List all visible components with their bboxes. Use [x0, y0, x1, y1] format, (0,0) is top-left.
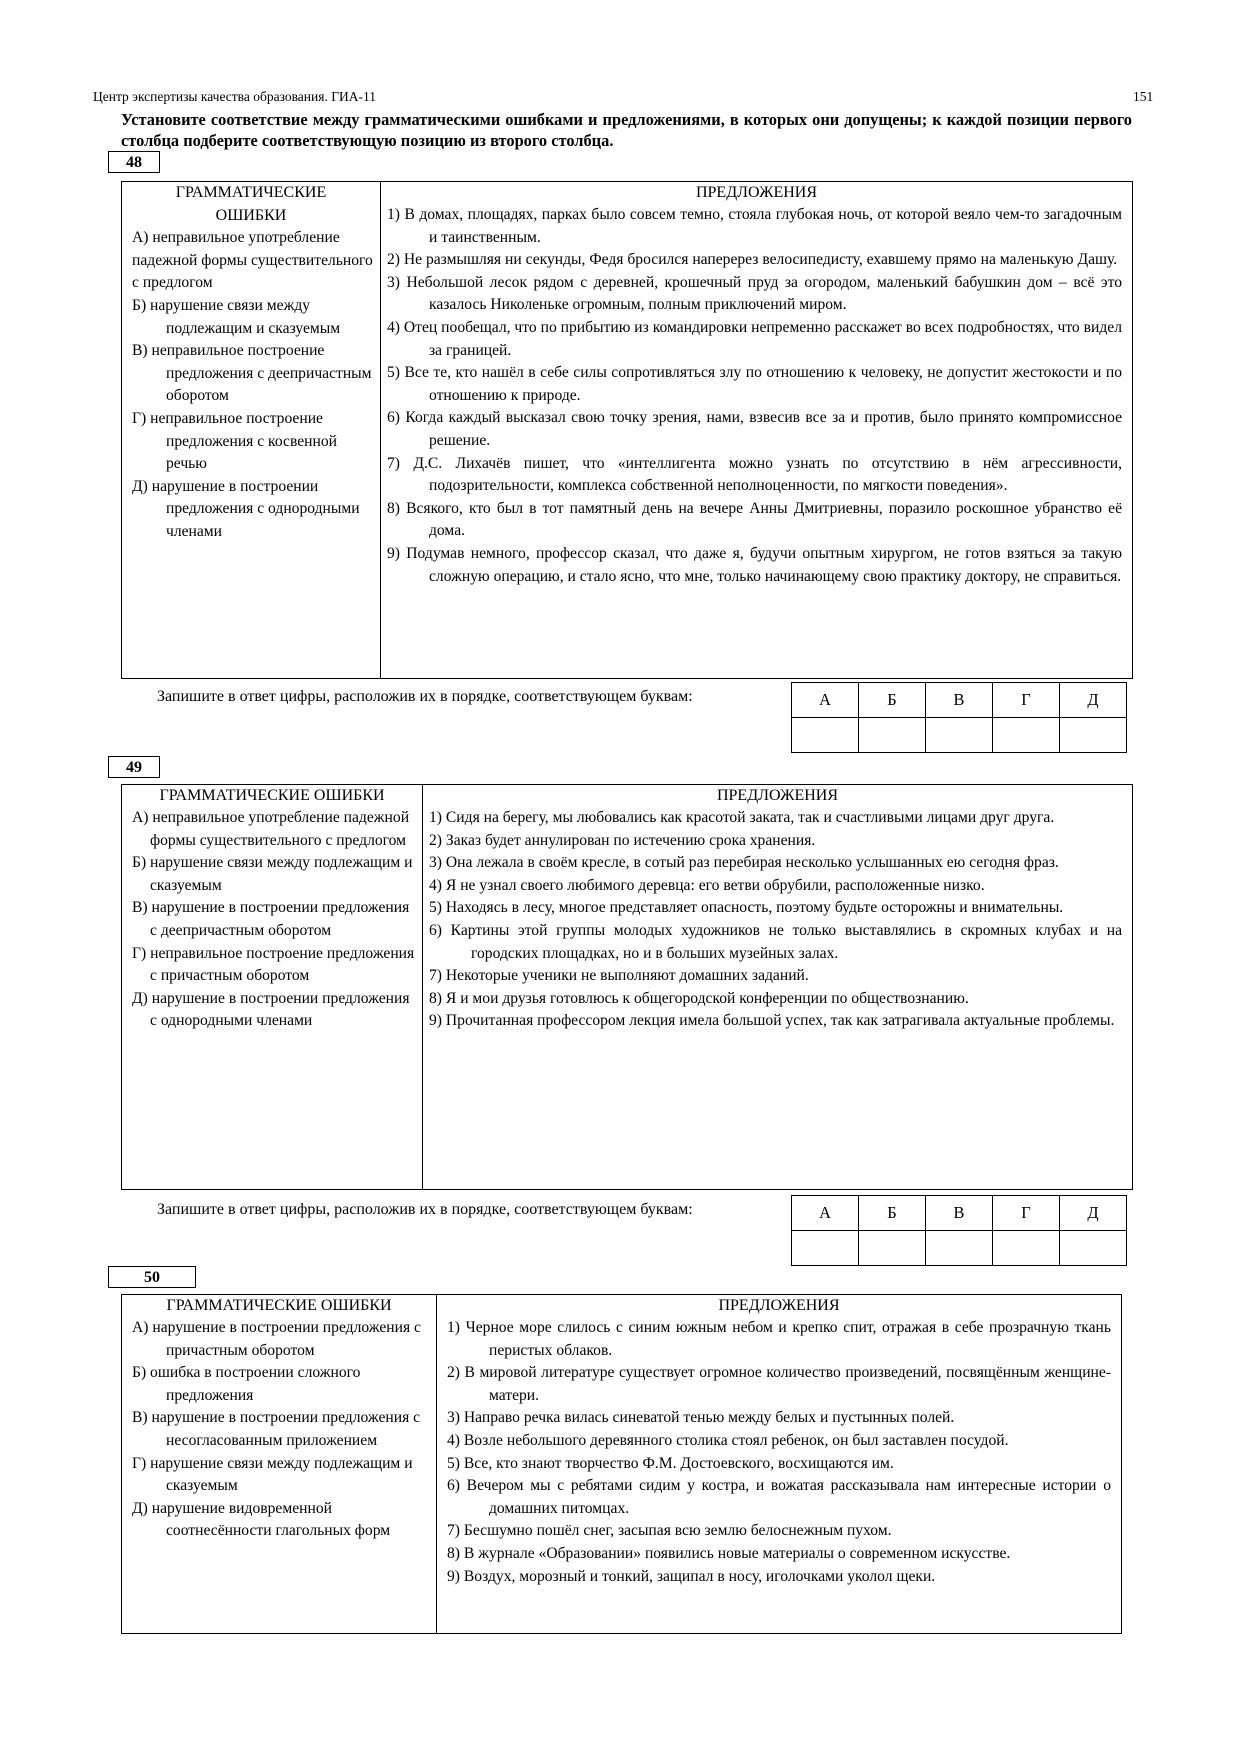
sentence-item: 5) Находясь в лесу, многое представляет опасность, поэтому будьте осторожны и внимательны. [429, 899, 1064, 917]
sentence-item: 9) Воздух, морозный и тонкий, защипал в носу, иголочками уколол щеки. [447, 1567, 936, 1585]
error-item: В) нарушение в построении предложения с деепричастным оборотом [132, 899, 410, 939]
sentence-item: 6) Картины этой группы молодых художников не только выставлялись в скромных клубах и на городских площадках, но и в больших музейных залах. [429, 921, 1122, 962]
task-50-table [121, 1294, 1122, 1634]
sentences-list [437, 1317, 1121, 1588]
error-item: Д) нарушение в построении предложения с однородными членами [132, 989, 410, 1030]
errors-column [122, 182, 381, 679]
sentence-item: 6) Когда каждый высказал свою точку зрения, нами, взвесив все за и против, было принято компромиссное решение. [387, 409, 1122, 449]
task-number-49: 49 [108, 756, 160, 778]
error-item: Г) нарушение связи между подлежащим и сказуемым [132, 1454, 413, 1495]
errors-list [122, 807, 422, 1033]
error-item: В) нарушение в построении предложения с несогласованным приложением [132, 1409, 421, 1449]
answer-cell[interactable] [926, 718, 993, 753]
answer-cell[interactable] [1060, 1231, 1127, 1266]
sentences-list [423, 807, 1132, 1033]
errors-column [122, 1295, 437, 1634]
sentence-item: 4) Отец пообещал, что по прибытию из командировки непременно расскажет во всех подробностях, что видел за границей. [387, 318, 1122, 359]
answer-cell[interactable] [993, 718, 1060, 753]
errors-column [122, 785, 423, 1190]
sentences-header: ПРЕДЛОЖЕНИЯ [718, 1297, 840, 1314]
sentences-header: ПРЕДЛОЖЕНИЯ [695, 184, 818, 201]
sentence-item: 5) Все те, кто нашёл в себе силы сопротивляться злу по отношению к человеку, не допустит жестокости и по отношению к природе. [387, 364, 1122, 404]
page-number: 151 [1133, 89, 1154, 104]
sentence-item: 7) Д.С. Лихачёв пишет, что «интеллигента можно узнать по отсутствию в нём агрессивности, подозрительности, комплекса собственной неполноценности, по мягкости поведения». [387, 454, 1122, 495]
answer-grid-49 [791, 1195, 1127, 1266]
sentences-column [423, 785, 1133, 1190]
answer-letter: Б [859, 683, 926, 718]
sentence-item: 8) В журнале «Образовании» появились новые материалы о современном искусстве. [447, 1544, 1011, 1562]
error-item: А) нарушение в построении предложения с причастным оборотом [132, 1319, 421, 1359]
answer-letter: Д [1060, 1196, 1127, 1231]
answer-cell[interactable] [1060, 718, 1127, 753]
answer-letter: Д [1060, 683, 1127, 718]
sentence-item: 9) Подумав немного, профессор сказал, что даже я, будучи опытным хирургом, не готов взяться за такую сложную операцию, и стало ясно, что мне, только начинающему свою практику доктору, не справиться. [387, 544, 1122, 585]
sentence-item: 5) Все, кто знают творчество Ф.М. Достоевского, восхищаются им. [447, 1454, 894, 1472]
task-48-table [121, 181, 1133, 679]
answer-cell[interactable] [926, 1231, 993, 1266]
sentences-list [381, 204, 1132, 588]
sentence-item: 3) Направо речка вилась синеватой тенью между белых и пустынных полей. [447, 1409, 955, 1427]
error-item: Б) нарушение связи между подлежащим и сказуемым [132, 854, 413, 894]
sentences-column [437, 1295, 1122, 1634]
answer-prompt: Запишите в ответ цифры, расположив их в порядке, соответствующем буквам: [157, 688, 693, 705]
sentence-item: 7) Бесшумно пошёл снег, засыпая всю землю белоснежным пухом. [447, 1522, 892, 1540]
answer-letter: В [926, 683, 993, 718]
answer-cell[interactable] [993, 1231, 1060, 1266]
error-item: Д) нарушение видовременной соотнесённости глагольных форм [132, 1499, 391, 1540]
errors-list [122, 227, 380, 543]
sentence-item: 3) Небольшой лесок рядом с деревней, крошечный пруд за огородом, маленький бабушкин дом – всё это казалось Николеньке огромным, полным приключений миром. [387, 273, 1122, 314]
sentences-header: ПРЕДЛОЖЕНИЯ [716, 787, 839, 804]
sentence-item: 4) Я не узнал своего любимого деревца: его ветви обрубили, расположенные низко. [429, 876, 985, 894]
task-49-table [121, 784, 1133, 1190]
sentence-item: 2) Не размышляя ни секунды, Федя бросился наперерез велосипедисту, ехавшему прямо на маленькую Дашу. [387, 251, 1118, 269]
sentence-item: 3) Она лежала в своём кресле, в сотый раз перебирая несколько услышанных ею сегодня фраз. [429, 854, 1059, 872]
sentence-item: 6) Вечером мы с ребятами сидим у костра, и вожатая рассказывала нам интересные истории о домашних питомцах. [447, 1477, 1111, 1517]
task-number-50: 50 [108, 1266, 196, 1288]
errors-header: ГРАММАТИЧЕСКИЕ ОШИБКИ [175, 184, 327, 224]
sentence-item: 2) В мировой литературе существует огромное количество произведений, посвящённым женщине-матери. [447, 1364, 1111, 1404]
answer-letter: Б [859, 1196, 926, 1231]
task-number-48: 48 [108, 151, 160, 173]
answer-grid-48 [791, 682, 1127, 753]
sentences-column [381, 182, 1133, 679]
error-item: Г) неправильное построение предложения с косвенной речью [132, 409, 337, 473]
answer-letter: В [926, 1196, 993, 1231]
error-item: А) неправильное употребление падежной формы существительного с предлогом [132, 809, 410, 849]
answer-letter: А [792, 683, 859, 718]
error-item: Б) нарушение связи между подлежащим и сказуемым [132, 296, 341, 337]
errors-header: ГРАММАТИЧЕСКИЕ ОШИБКИ [166, 1297, 392, 1314]
sentence-item: 2) Заказ будет аннулирован по истечению срока хранения. [429, 831, 816, 849]
sentence-item: 1) В домах, площадях, парках было совсем темно, стояла глубокая ночь, от которой веяло чем-то загадочным и таинственным. [387, 206, 1122, 246]
running-header: Центр экспертизы качества образования. ГИА-11 [93, 89, 376, 104]
error-item: Д) нарушение в построении предложения с однородными членами [132, 477, 360, 540]
errors-list [122, 1317, 436, 1543]
task-instruction: Установите соответствие между грамматическими ошибками и предложениями, в которых они допущены; к каждой позиции первого столбца подберите соответствующую позицию из второго столбца. [121, 110, 1132, 150]
answer-cell[interactable] [792, 718, 859, 753]
answer-cell[interactable] [859, 718, 926, 753]
sentence-item: 8) Я и мои друзья готовлюсь к общегородской конференции по обществознанию. [429, 989, 969, 1007]
error-item: Г) неправильное построение предложения с причастным оборотом [132, 944, 415, 985]
answer-letter: Г [993, 1196, 1060, 1231]
sentence-item: 1) Сидя на берегу, мы любовались как красотой заката, так и счастливыми лицами друг друга. [429, 809, 1055, 826]
sentence-item: 8) Всякого, кто был в тот памятный день на вечере Анны Дмитриевны, поразило роскошное убранство её дома. [387, 499, 1122, 540]
answer-cell[interactable] [792, 1231, 859, 1266]
sentence-item: 1) Черное море слилось с синим южным небом и крепко спит, отражая в себе прозрачную ткань перистых облаков. [447, 1319, 1111, 1359]
error-item: В) неправильное построение предложения с деепричастным оборотом [132, 342, 372, 405]
answer-letter: Г [993, 683, 1060, 718]
answer-letter: А [792, 1196, 859, 1231]
sentence-item: 9) Прочитанная профессором лекция имела большой успех, так как затрагивала актуальные проблемы. [429, 1012, 1115, 1030]
errors-header: ГРАММАТИЧЕСКИЕ ОШИБКИ [159, 787, 385, 804]
answer-cell[interactable] [859, 1231, 926, 1266]
error-item: А) неправильное употребление падежной формы существительного с предлогом [132, 229, 373, 292]
answer-prompt: Запишите в ответ цифры, расположив их в порядке, соответствующем буквам: [157, 1201, 693, 1218]
error-item: Б) ошибка в построении сложного предложения [132, 1364, 361, 1404]
sentence-item: 7) Некоторые ученики не выполняют домашних заданий. [429, 967, 809, 985]
sentence-item: 4) Возле небольшого деревянного столика стоял ребенок, он был заставлен посудой. [447, 1431, 1009, 1449]
